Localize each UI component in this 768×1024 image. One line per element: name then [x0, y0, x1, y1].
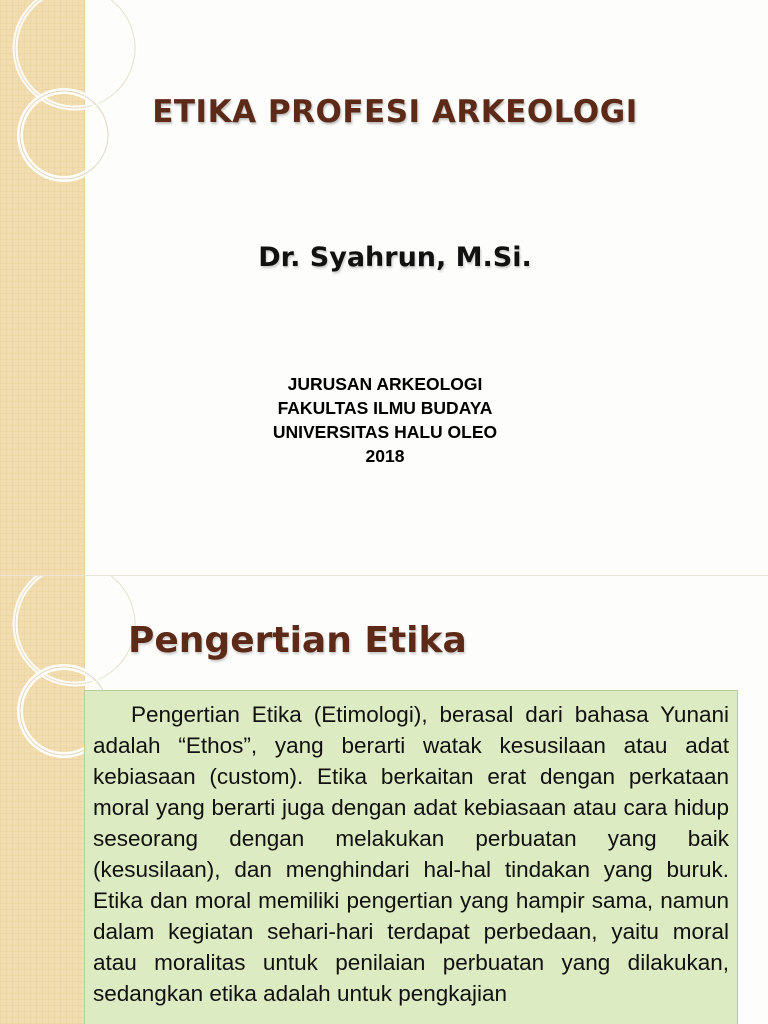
university-label: UNIVERSITAS HALU OLEO — [272, 422, 498, 442]
content-slide — [0, 576, 768, 1024]
definition-paragraph: Pengertian Etika (Etimologi), berasal dari bahasa Yunani adalah “Ethos”, yang berarti watak kesusilaan atau adat kebiasaan (custom). Etika berkaitan erat dengan perkataan moral yang berarti juga dengan adat kebiasaan atau cara hidup seseorang dengan melakukan perbuatan yang baik (kesusilaan), dan menghindari hal-hal tindakan yang buruk. Etika dan moral memiliki pengertian yang hampir sama, namun dalam kegiatan sehari-hari terdapat perbedaan, yaitu moral atau moralitas untuk penilaian perbuatan yang dilakukan, sedangkan etika adalah untuk pengkajian — [93, 702, 729, 1006]
faculty-label: FAKULTAS ILMU BUDAYA — [277, 398, 493, 418]
section-title: Pengertian Etika — [128, 620, 467, 661]
year-label: 2018 — [365, 446, 405, 466]
definition-textbox — [84, 690, 738, 1024]
affiliation-block — [150, 372, 620, 468]
department-label: JURUSAN ARKEOLOGI — [287, 374, 483, 394]
page-title: ETIKA PROFESI ARKEOLOGI — [152, 94, 638, 130]
author-name: Dr. Syahrun, M.Si. — [258, 242, 532, 273]
